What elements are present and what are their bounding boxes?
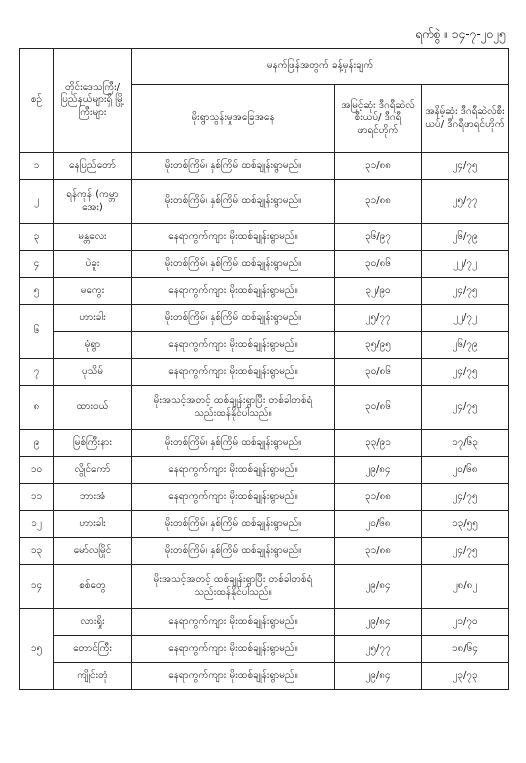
- table-row: [20, 538, 509, 565]
- min-temp: ၂၆/၇၉: [422, 332, 509, 359]
- table-row: [20, 332, 509, 359]
- header-forecast: မနက်ဖြန်အတွက် ခန့်မှန်းချက်: [132, 49, 509, 85]
- max-temp: ၂၉/၈၄: [335, 565, 422, 609]
- rain-condition: နေရာကွက်ကျား မိုးထစ်ချုန်းရွာမည်။: [132, 278, 335, 305]
- rain-condition: မိုးတစ်ကြိမ်၊ နှစ်ကြိမ် ထစ်ချုန်းရွာမည်။: [132, 538, 335, 565]
- city-name: လွိုင်ကော်: [54, 457, 132, 484]
- rain-condition: နေရာကွက်ကျား မိုးထစ်ချုန်းရွာမည်။: [132, 484, 335, 511]
- rain-condition: နေရာကွက်ကျား မိုးထစ်ချုန်းရွာမည်။: [132, 636, 335, 663]
- rain-condition: နေရာကွက်ကျား မိုးထစ်ချုန်းရွာမည်။: [132, 332, 335, 359]
- min-temp: ၁၈/၆၄: [422, 636, 509, 663]
- table-row: [20, 663, 509, 690]
- table-row: [20, 224, 509, 251]
- city-name: မြစ်ကြီးနား: [54, 430, 132, 457]
- row-number: ၁၀: [20, 457, 54, 484]
- rain-condition: နေရာကွက်ကျား မိုးထစ်ချုန်းရွာမည်။: [132, 609, 335, 636]
- table-row: [20, 511, 509, 538]
- max-temp: ၃၀/၈၆: [335, 386, 422, 430]
- city-name: ဟားခါး: [54, 511, 132, 538]
- table-row: [20, 278, 509, 305]
- city-name: ထားဝယ်: [54, 386, 132, 430]
- table-row: [20, 386, 509, 430]
- city-name: ဘားအံ: [54, 484, 132, 511]
- weather-forecast-table: [19, 48, 509, 690]
- header-region: တိုင်းဒေသကြီး/ ပြည်နယ်များရှိ မြို့ကြီးများ: [54, 49, 132, 153]
- city-name: နေပြည်တော်: [54, 153, 132, 180]
- row-number: ၁၂: [20, 511, 54, 538]
- header-condition: မိုးရွာသွန်းမှုအခြေအနေ: [132, 85, 335, 153]
- header-max-temp: အမြင့်ဆုံး ဒီဂရီဆဲလ်စီးယပ်/ ဒီဂရီဖာရင်ဟိုက်: [335, 85, 422, 153]
- table-row: [20, 359, 509, 386]
- max-temp: ၃၁/၈၈: [335, 484, 422, 511]
- min-temp: ၂၆/၇၉: [422, 224, 509, 251]
- table-row: [20, 565, 509, 609]
- row-number: ၁: [20, 153, 54, 180]
- min-temp: ၂၅/၇၇: [422, 180, 509, 224]
- row-number: ၁၅: [20, 609, 54, 690]
- table-row: [20, 609, 509, 636]
- city-name: ကျိုင်းတုံ: [54, 663, 132, 690]
- row-number: ၃: [20, 224, 54, 251]
- min-temp: ၂၁/၇၀: [422, 609, 509, 636]
- max-temp: ၃၂/၉၀: [335, 278, 422, 305]
- rain-condition: မိုးတစ်ကြိမ်၊ နှစ်ကြိမ် ထစ်ချုန်းရွာမည်။: [132, 153, 335, 180]
- rain-condition: မိုးတစ်ကြိမ်၊ နှစ်ကြိမ် ထစ်ချုန်းရွာမည်။: [132, 305, 335, 332]
- max-temp: ၃၀/၈၆: [335, 359, 422, 386]
- max-temp: ၃၃/၉၁: [335, 430, 422, 457]
- min-temp: ၂၄/၇၅: [422, 153, 509, 180]
- min-temp: ၂၄/၇၅: [422, 386, 509, 430]
- city-name: လားရှိုး: [54, 609, 132, 636]
- row-number: ၄: [20, 251, 54, 278]
- max-temp: ၃၆/၉၇: [335, 224, 422, 251]
- row-number: ၁၁: [20, 484, 54, 511]
- rain-condition: မိုးတစ်ကြိမ်၊ နှစ်ကြိမ် ထစ်ချုန်းရွာမည်။: [132, 430, 335, 457]
- min-temp: ၁၃/၅၅: [422, 511, 509, 538]
- rain-condition: မိုးတစ်ကြိမ်၊ နှစ်ကြိမ် ထစ်ချုန်းရွာမည်။: [132, 180, 335, 224]
- city-name: တောင်ကြီး: [54, 636, 132, 663]
- min-temp: ၂၄/၇၅: [422, 278, 509, 305]
- min-temp: ၂၃/၇၃: [422, 663, 509, 690]
- max-temp: ၂၅/၇၇: [335, 305, 422, 332]
- rain-condition: နေရာကွက်ကျား မိုးထစ်ချုန်းရွာမည်။: [132, 224, 335, 251]
- city-name: ဟားခါး: [54, 305, 132, 332]
- min-temp: ၂၂/၇၂: [422, 251, 509, 278]
- max-temp: ၂၉/၈၄: [335, 609, 422, 636]
- row-number: ၈: [20, 386, 54, 430]
- max-temp: ၂၉/၈၄: [335, 457, 422, 484]
- rain-condition: မိုးအသင့်အတင့် ထစ်ချုန်းရွာပြီး တစ်ခါတစ်ရံ သည်းထန်နိုင်ပါသည်။: [132, 386, 335, 430]
- min-temp: ၂၈/၈၂: [422, 565, 509, 609]
- table-row: [20, 305, 509, 332]
- row-number: ၉: [20, 430, 54, 457]
- min-temp: ၁၇/၆၃: [422, 430, 509, 457]
- city-name: စစ်တွေ: [54, 565, 132, 609]
- table-row: [20, 636, 509, 663]
- max-temp: ၃၅/၉၅: [335, 332, 422, 359]
- table-row: [20, 457, 509, 484]
- min-temp: ၂၄/၇၅: [422, 484, 509, 511]
- row-number: ၁၃: [20, 538, 54, 565]
- city-name: မကွေး: [54, 278, 132, 305]
- table-row: [20, 430, 509, 457]
- report-date: ရက်စွဲ ။ ၁၄-၇-၂၀၂၅: [415, 27, 506, 41]
- max-temp: ၃၁/၈၈: [335, 180, 422, 224]
- rain-condition: မိုးတစ်ကြိမ်၊ နှစ်ကြိမ် ထစ်ချုန်းရွာမည်။: [132, 511, 335, 538]
- row-number: ၆: [20, 305, 54, 359]
- city-name: ပဲခူး: [54, 251, 132, 278]
- header-sr: စဉ်: [20, 49, 54, 153]
- rain-condition: မိုးအသင့်အတင့် ထစ်ချုန်းရွာပြီး တစ်ခါတစ်ရံ သည်းထန်နိုင်ပါသည်။: [132, 565, 335, 609]
- table-row: [20, 484, 509, 511]
- header-min-temp: အနိမ့်ဆုံး ဒီဂရီဆဲလ်စီးယပ်/ ဒီဂရီဖာရင်ဟိုက်: [422, 85, 509, 153]
- max-temp: ၃၀/၈၆: [335, 251, 422, 278]
- city-name: ပုသိမ်: [54, 359, 132, 386]
- city-name: ရန်ကုန် (ကမ္ဘာအေး): [54, 180, 132, 224]
- row-number: ၅: [20, 278, 54, 305]
- min-temp: ၂၄/၇၅: [422, 359, 509, 386]
- city-name: မန္တလေး: [54, 224, 132, 251]
- max-temp: ၂၅/၇၇: [335, 636, 422, 663]
- rain-condition: နေရာကွက်ကျား မိုးထစ်ချုန်းရွာမည်။: [132, 457, 335, 484]
- rain-condition: နေရာကွက်ကျား မိုးထစ်ချုန်းရွာမည်။: [132, 359, 335, 386]
- max-temp: ၂၉/၈၄: [335, 663, 422, 690]
- min-temp: ၂၄/၇၅: [422, 538, 509, 565]
- row-number: ၂: [20, 180, 54, 224]
- min-temp: ၂၂/၇၂: [422, 305, 509, 332]
- min-temp: ၂၀/၆၈: [422, 457, 509, 484]
- city-name: မော်လမြိုင်: [54, 538, 132, 565]
- max-temp: ၃၁/၈၈: [335, 153, 422, 180]
- rain-condition: မိုးတစ်ကြိမ်၊ နှစ်ကြိမ် ထစ်ချုန်းရွာမည်။: [132, 251, 335, 278]
- row-number: ၁၄: [20, 565, 54, 609]
- max-temp: ၂၀/၆၈: [335, 511, 422, 538]
- table-row: [20, 180, 509, 224]
- table-row: [20, 251, 509, 278]
- table-row: [20, 153, 509, 180]
- row-number: ၇: [20, 359, 54, 386]
- rain-condition: နေရာကွက်ကျား မိုးထစ်ချုန်းရွာမည်။: [132, 663, 335, 690]
- city-name: မုံရွာ: [54, 332, 132, 359]
- max-temp: ၃၁/၈၈: [335, 538, 422, 565]
